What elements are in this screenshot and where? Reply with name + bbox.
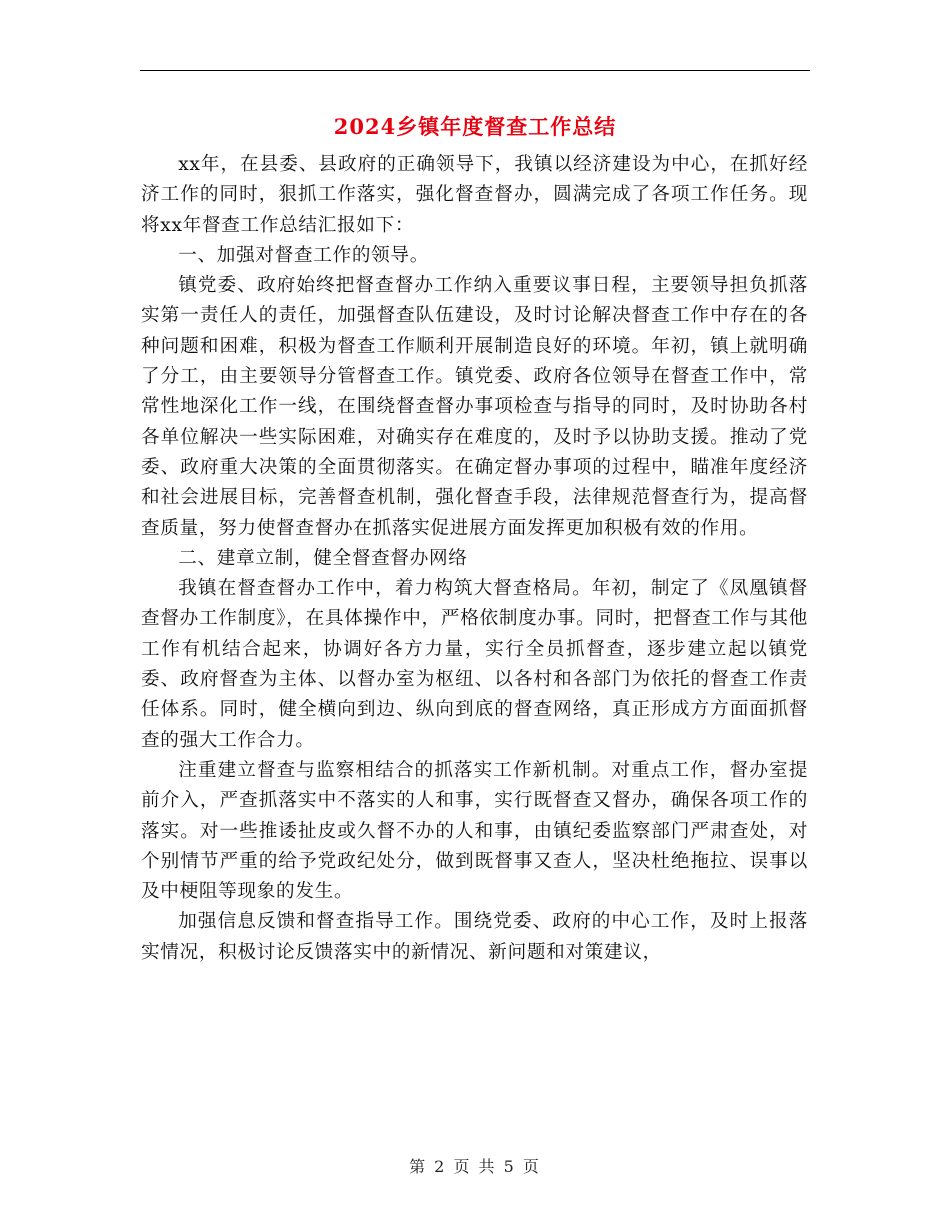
- document-body: [141, 150, 808, 968]
- paragraph-leadership: 镇党委、政府始终把督查督办工作纳入重要议事日程，主要领导担负抓落实第一责任人的责任，加强督查队伍建设，及时讨论解决督查工作中存在的各种问题和困难，积极为督查工作顺利开展制造良好的环境。年初，镇上就明确了分工，由主要领导分管督查工作。镇党委、政府各位领导在督查工作中，常常性地深化工作一线，在围绕督查督办事项检查与指导的同时，及时协助各村各单位解决一些实际困难，对确实存在难度的，及时予以协助支援。推动了党委、政府重大决策的全面贯彻落实。在确定督办事项的过程中，瞄准年度经济和社会进展目标，完善督查机制，强化督查手段，法律规范督查行为，提高督查质量，努力使督查督办在抓落实促进展方面发挥更加积极有效的作用。: [141, 275, 808, 539]
- section-heading-1: 一、加强对督查工作的领导。: [178, 244, 430, 266]
- paragraph-mechanism: 注重建立督查与监察相结合的抓落实工作新机制。对重点工作，督办室提前介入，严查抓落实中不落实的人和事，实行既督查又督办，确保各项工作的落实。对一些推诿扯皮或久督不办的人和事，由镇纪委监察部门严肃查处，对个别情节严重的给予党政纪处分，做到既督事又查人，坚决杜绝拖拉、误事以及中梗阻等现象的发生。: [141, 759, 808, 903]
- paragraph-network: 我镇在督查督办工作中，着力构筑大督查格局。年初，制定了《凤凰镇督查督办工作制度》，在具体操作中，严格依制度办事。同时，把督查工作与其他工作有机结合起来，协调好各方力量，实行全员抓督查，逐步建立起以镇党委、政府督查为主体、以督办室为枢纽、以各村和各部门为依托的督查工作责任体系。同时，健全横向到边、纵向到底的督查网络，真正形成方方面面抓督查的强大工作合力。: [141, 578, 808, 751]
- paragraph-feedback: 加强信息反馈和督查指导工作。围绕党委、政府的中心工作，及时上报落实情况，积极讨论反馈落实中的新情况、新问题和对策建议，: [141, 911, 808, 963]
- paragraph-intro: xx年，在县委、县政府的正确领导下，我镇以经济建设为中心，在抓好经济工作的同时，狠抓工作落实，强化督查督办，圆满完成了各项工作任务。现将xx年督查工作总结汇报如下：: [141, 154, 808, 236]
- page-number: 第 2 页 共 5 页: [409, 1157, 541, 1176]
- header-rule: [140, 70, 810, 71]
- document-title: 2024乡镇年度督查工作总结: [333, 114, 617, 139]
- section-heading-2: 二、建章立制，健全督查督办网络: [178, 547, 468, 569]
